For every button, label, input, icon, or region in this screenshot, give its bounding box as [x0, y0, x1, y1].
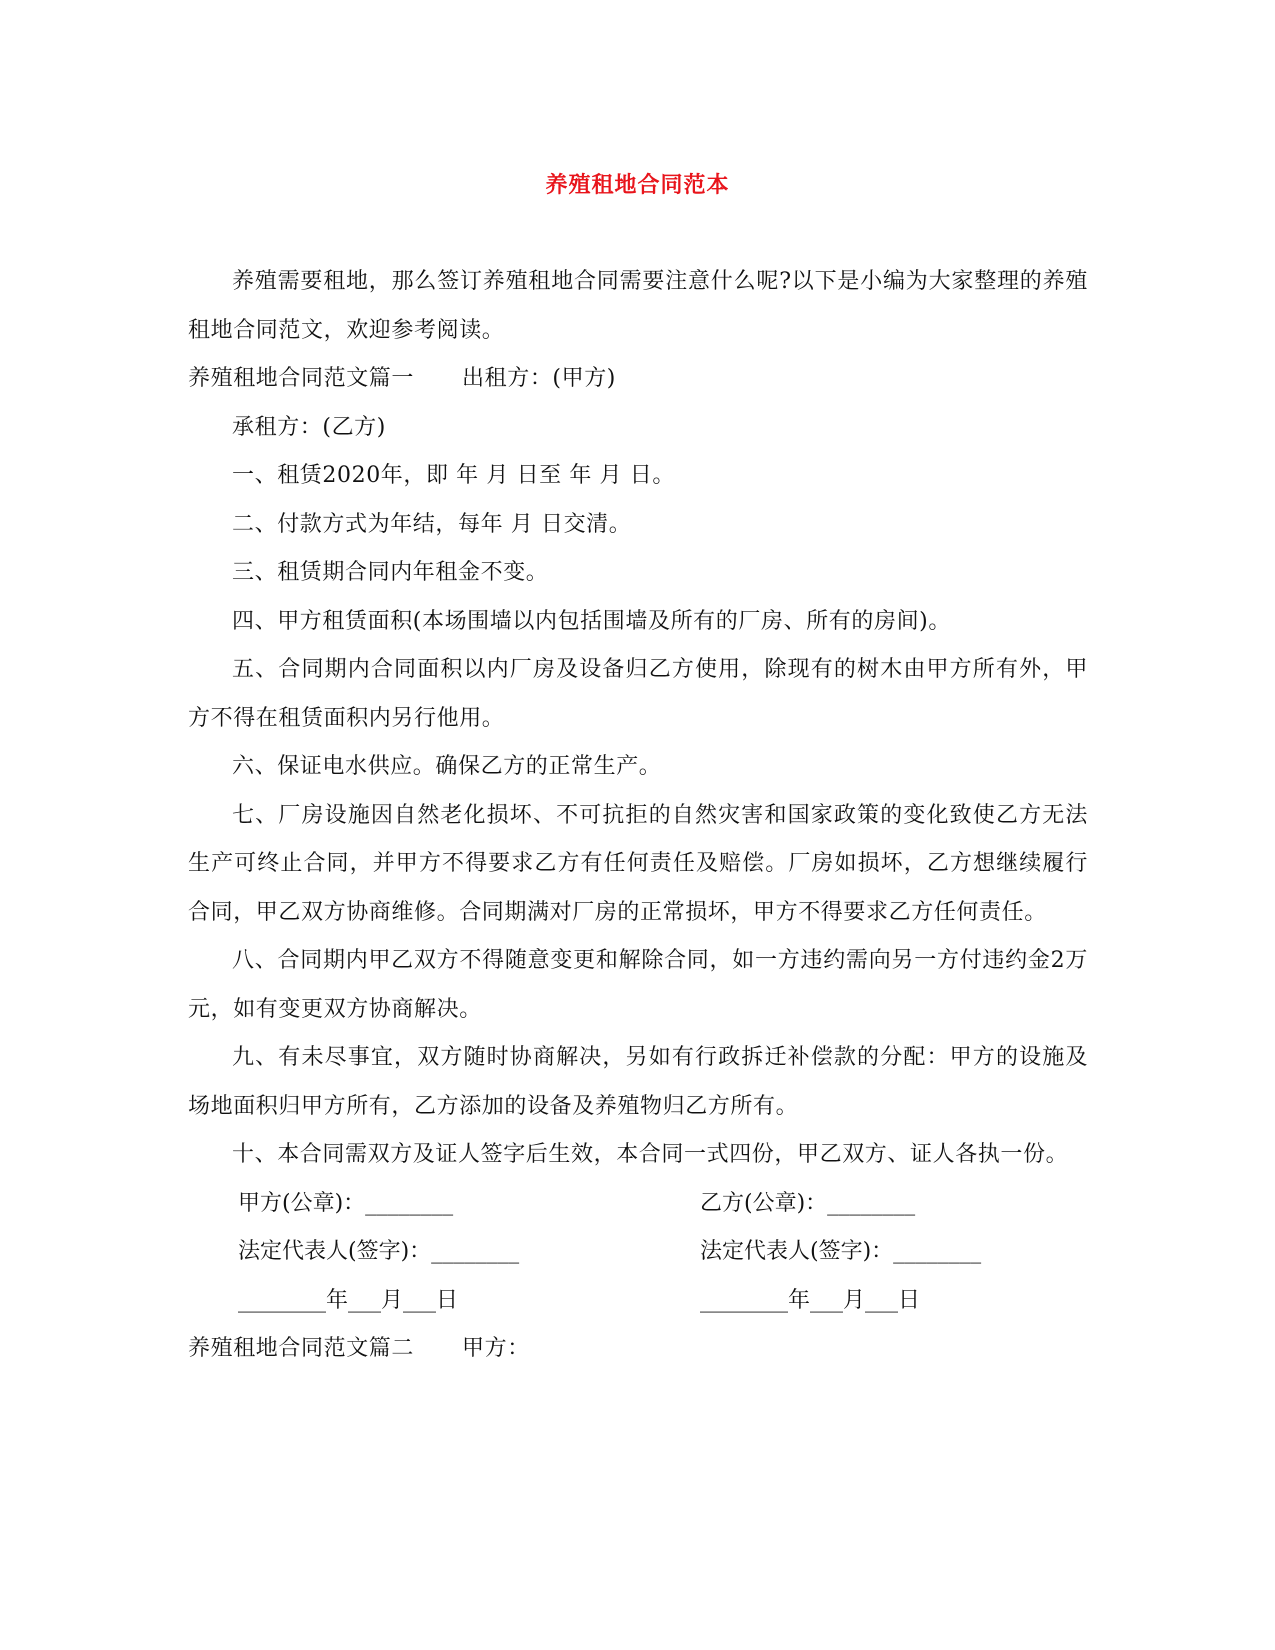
lessor-label: 出租方：(甲方) — [462, 366, 616, 391]
party-a-representative: 法定代表人(签字)：________ — [238, 1239, 520, 1264]
clause-6: 六、保证电水供应。确保乙方的正常生产。 — [232, 754, 662, 779]
clause-8: 八、合同期内甲乙双方不得随意变更和解除合同，如一方违约需向另一方付违约金2万元，如有变更双方协商解决。 — [188, 948, 1088, 1022]
clause-5: 五、合同期内合同面积以内厂房及设备归乙方使用，除现有的树木由甲方所有外，甲方不得在租赁面积内另行他用。 — [188, 657, 1088, 731]
section2-line — [188, 1325, 1088, 1374]
clause-1: 一、租赁2020年，即 年 月 日至 年 月 日。 — [232, 463, 675, 488]
lessee-label: 承租方：(乙方) — [232, 414, 386, 440]
party-a-date: ________年___月___日 — [238, 1287, 459, 1313]
section1-heading: 养殖租地合同范文篇一 — [188, 366, 415, 391]
clause-2: 二、付款方式为年结，每年 月 日交清。 — [232, 511, 632, 537]
clause-4: 四、甲方租赁面积(本场围墙以内包括围墙及所有的厂房、所有的房间)。 — [232, 608, 951, 634]
party-b-representative: 法定代表人(签字)：________ — [700, 1239, 982, 1264]
document-body — [188, 258, 1088, 1374]
document-title: 养殖租地合同范本 — [545, 172, 730, 198]
party-a-seal: 甲方(公章)：________ — [238, 1190, 454, 1216]
intro-paragraph: 养殖需要租地，那么签订养殖租地合同需要注意什么呢?以下是小编为大家整理的养殖租地合同范文，欢迎参考阅读。 — [188, 269, 1088, 343]
clause-7: 七、厂房设施因自然老化损坏、不可抗拒的自然灾害和国家政策的变化致使乙方无法生产可终止合同，并甲方不得要求乙方有任何责任及赔偿。厂房如损坏，乙方想继续履行合同，甲乙双方协商维修。合同期满对厂房的正常损坏，甲方不得要求乙方任何责任。 — [188, 802, 1088, 925]
section1-line — [188, 355, 1088, 404]
clause-3: 三、租赁期合同内年租金不变。 — [232, 560, 549, 585]
party-b-date: ________年___月___日 — [700, 1287, 921, 1313]
representative-row — [188, 1228, 1088, 1277]
clause-10: 十、本合同需双方及证人签字后生效，本合同一式四份，甲乙双方、证人各执一份。 — [232, 1142, 1069, 1167]
party-b-seal: 乙方(公章)：________ — [700, 1190, 916, 1216]
section2-party: 甲方： — [462, 1336, 530, 1361]
seal-row — [188, 1180, 1088, 1229]
clause-9: 九、有未尽事宜，双方随时协商解决，另如有行政拆迁补偿款的分配：甲方的设施及场地面积归甲方所有，乙方添加的设备及养殖物归乙方所有。 — [188, 1045, 1088, 1119]
date-row — [188, 1277, 1088, 1326]
section2-heading: 养殖租地合同范文篇二 — [188, 1336, 415, 1361]
